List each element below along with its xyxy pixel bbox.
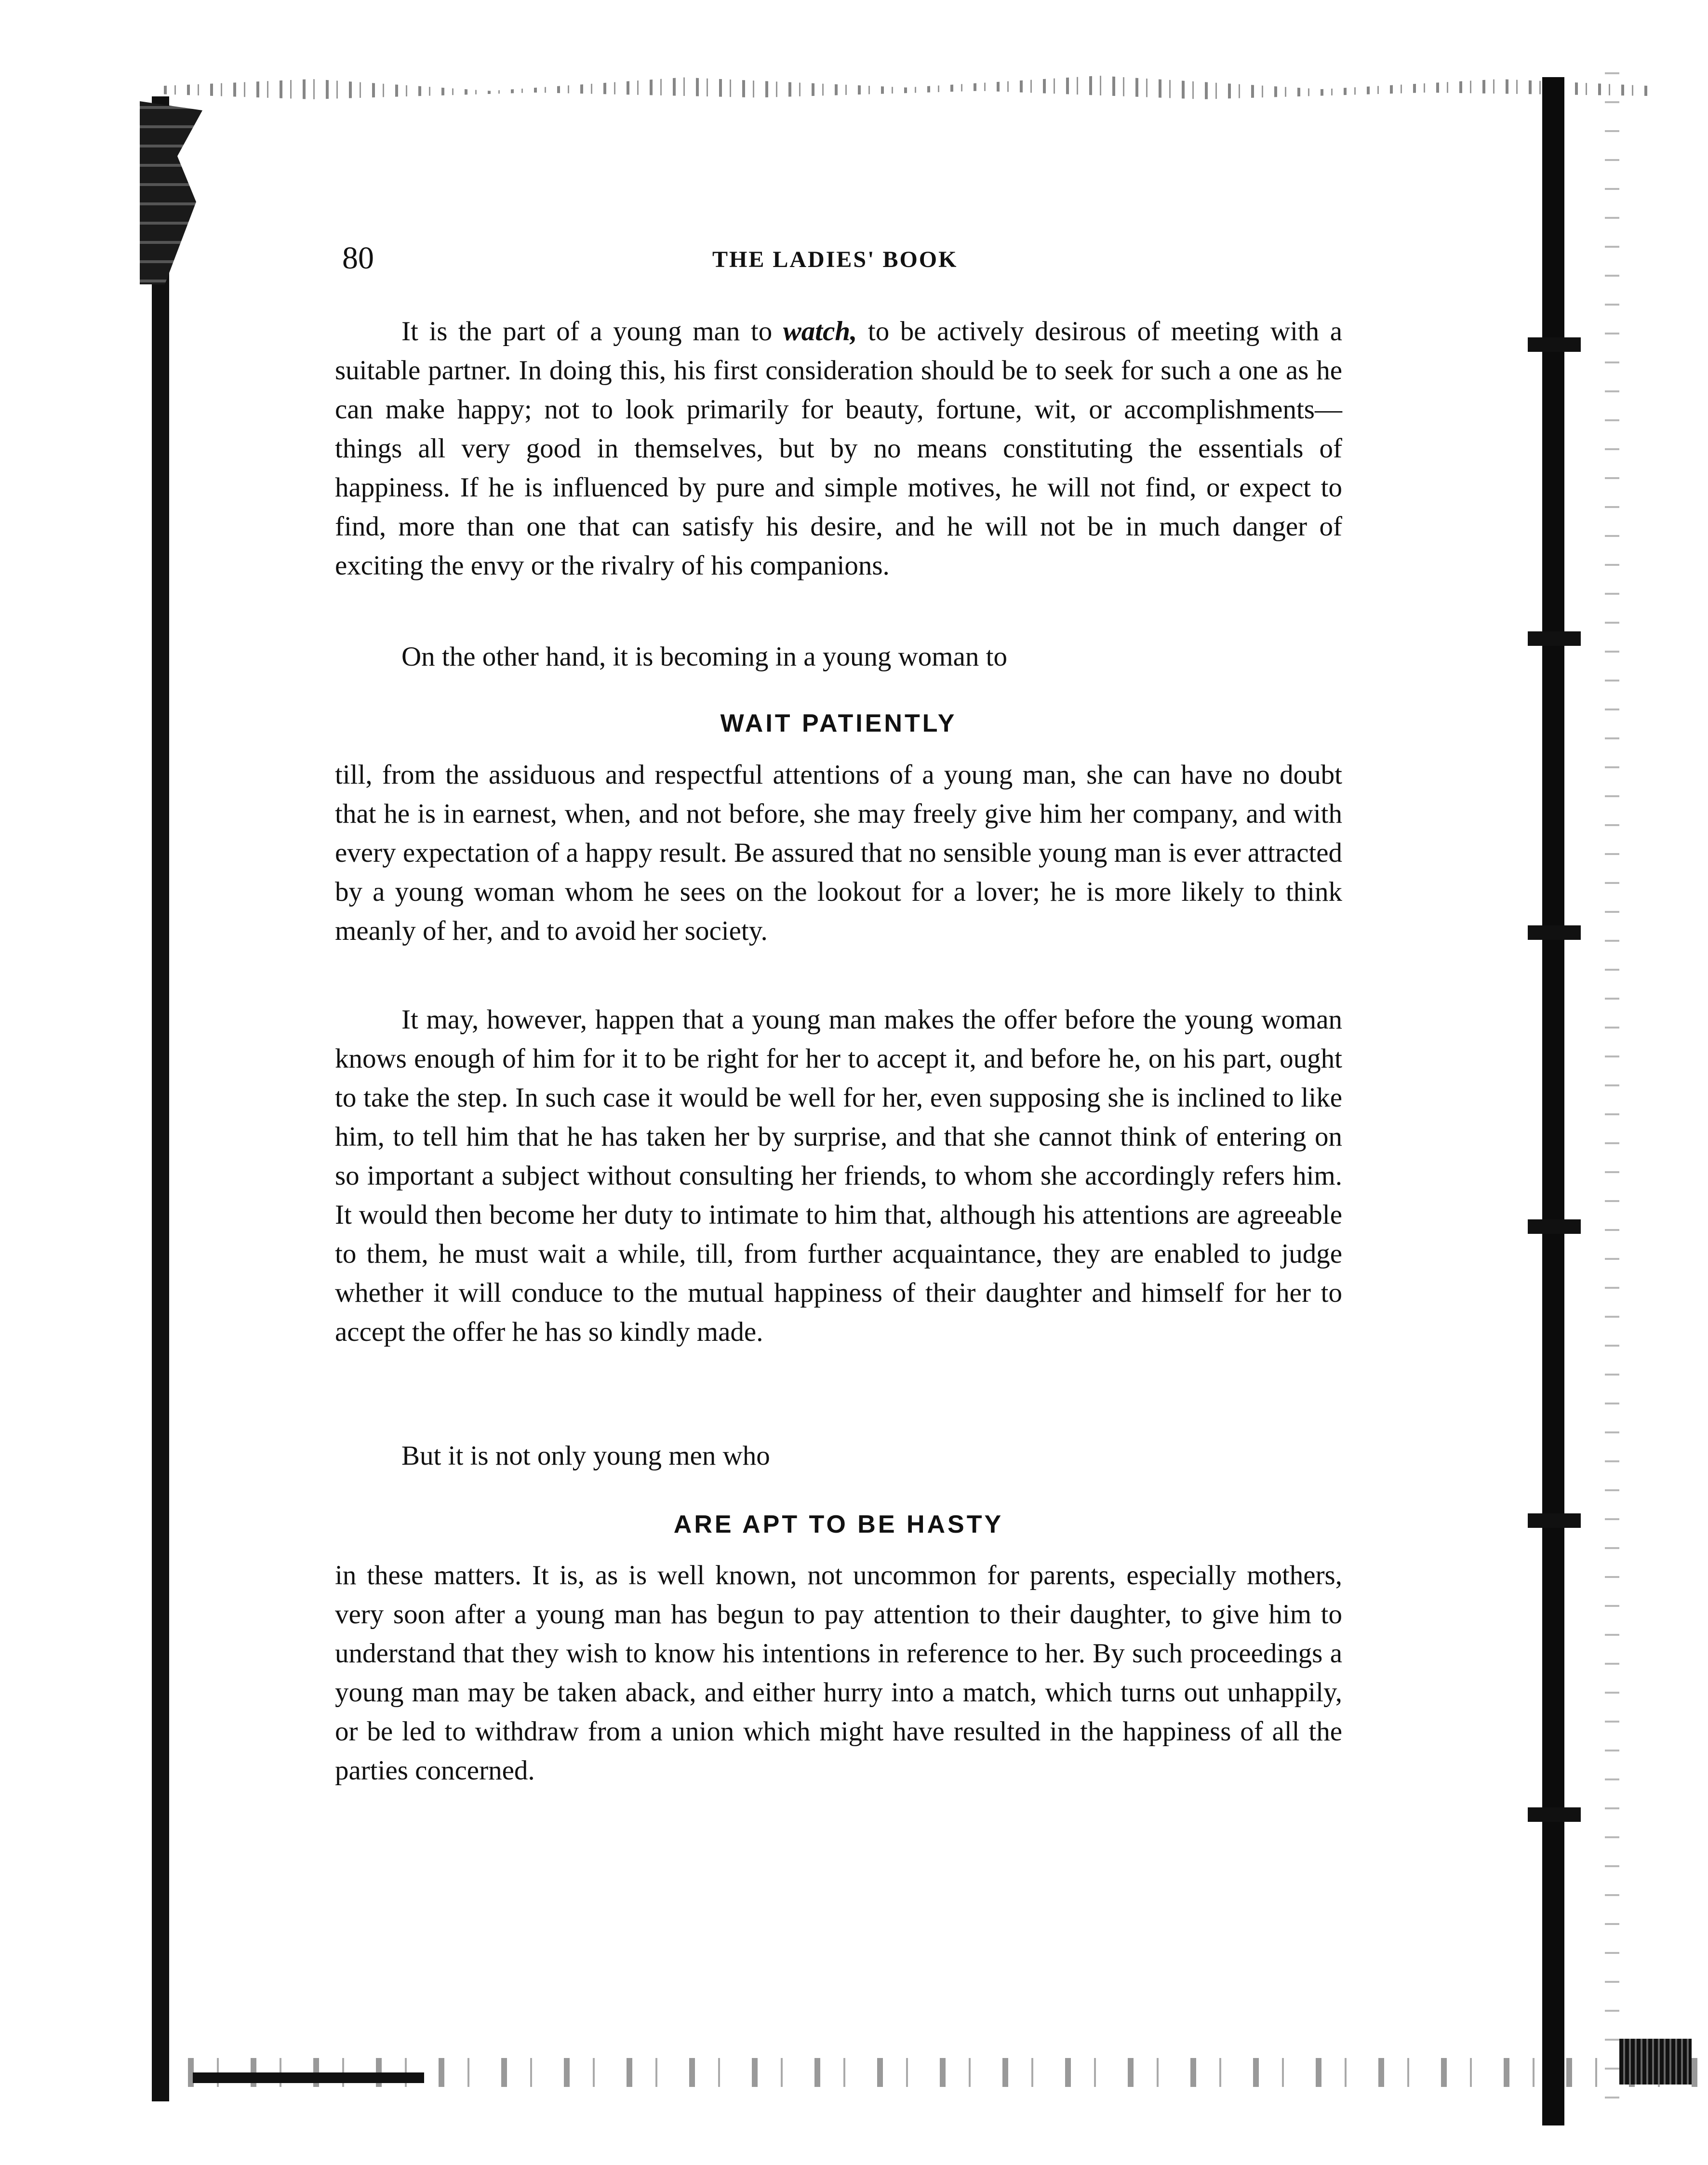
scan-left-edge-noise [140, 101, 202, 284]
paragraph-5 [335, 1436, 1342, 1475]
scan-bottom-left-mark [193, 2072, 424, 2083]
section-heading-are-apt-to-be-hasty: ARE APT TO BE HASTY [673, 1510, 1004, 1538]
paragraph-4-text: It may, however, happen that a young man makes the offer before the young woman knows enough of him for it to be right for her to accept it, and before he, on his part, ought to take the step. In such case it would be well for her, even supposing she is inclined to like him, to tell him that he has taken her by surprise, and that she cannot think of entering on so important a subject without consulting her friends, to whom she accordingly refers him. It would then become her duty to intimate to him that, although his attentions are agreeable to them, he must wait a while, till, from further acquaintance, they are enabled to judge whether it will conduce to the mutual happiness of their daughter and himself for her to accept the offer he has so kindly made. [335, 1004, 1342, 1347]
paragraph-3-text: till, from the assiduous and respectful attentions of a young man, she can have no doubt that he is in earnest, when, and not before, she may freely give him her company, and with every expectation of a happy result. Be assured that no sensible young man is ever attracted by a young woman whom he sees on the lookout for a lover; he is more likely to think meanly of her, and to avoid her society. [335, 760, 1342, 946]
paragraph-2-text: On the other hand, it is becoming in a young woman to [401, 641, 1007, 672]
paragraph-1 [335, 312, 1342, 585]
scan-right-edge-notches [1528, 193, 1581, 2072]
scan-top-edge-noise [164, 72, 1648, 106]
paragraph-4 [335, 1000, 1342, 1351]
paragraph-3 [335, 755, 1342, 950]
scan-right-edge-noise [1605, 72, 1619, 2121]
page-number: 80 [342, 241, 374, 276]
paragraph-1-text [335, 312, 1342, 585]
scan-bottom-right-mark [1619, 2039, 1692, 2085]
paragraph-6-text: in these matters. It is, as is well known, not uncommon for parents, especially mothers, very soon after a young man has begun to pay attention to their daughter, to give him to understand that they wish to know his intentions in reference to her. By such proceedings a young man may be taken aback, and either hurry into a match, which turns out unhappily, or be led to withdraw from a union which might have resulted in the happiness of all the parties concerned. [335, 1560, 1342, 1786]
paragraph-1-italic-word: watch, [783, 316, 857, 347]
paragraph-6 [335, 1556, 1342, 1790]
paragraph-5-text: But it is not only young men who [401, 1441, 770, 1471]
running-head: THE LADIES' BOOK [712, 247, 958, 272]
paragraph-1-after-italic: to be actively desirous of meeting with a suitable partner. In doing this, his first consideration should be to seek for such a one as he can make happy; not to look primarily for beauty, fortune, wit, or accomplishments—things all very good in themselves, but by no means constituting the essentials of happiness. If he is influenced by pure and simple motives, he will not find, or expect to find, more than one that can satisfy his desire, and he will not be in much danger of exciting the envy or the rivalry of his companions. [335, 316, 1342, 581]
paragraph-2 [335, 637, 1342, 676]
scan-left-binding-shadow [152, 96, 169, 2101]
section-heading-wait-patiently: WAIT PATIENTLY [720, 709, 957, 737]
paragraph-1-before-italic: It is the part of a young man to [401, 316, 783, 347]
